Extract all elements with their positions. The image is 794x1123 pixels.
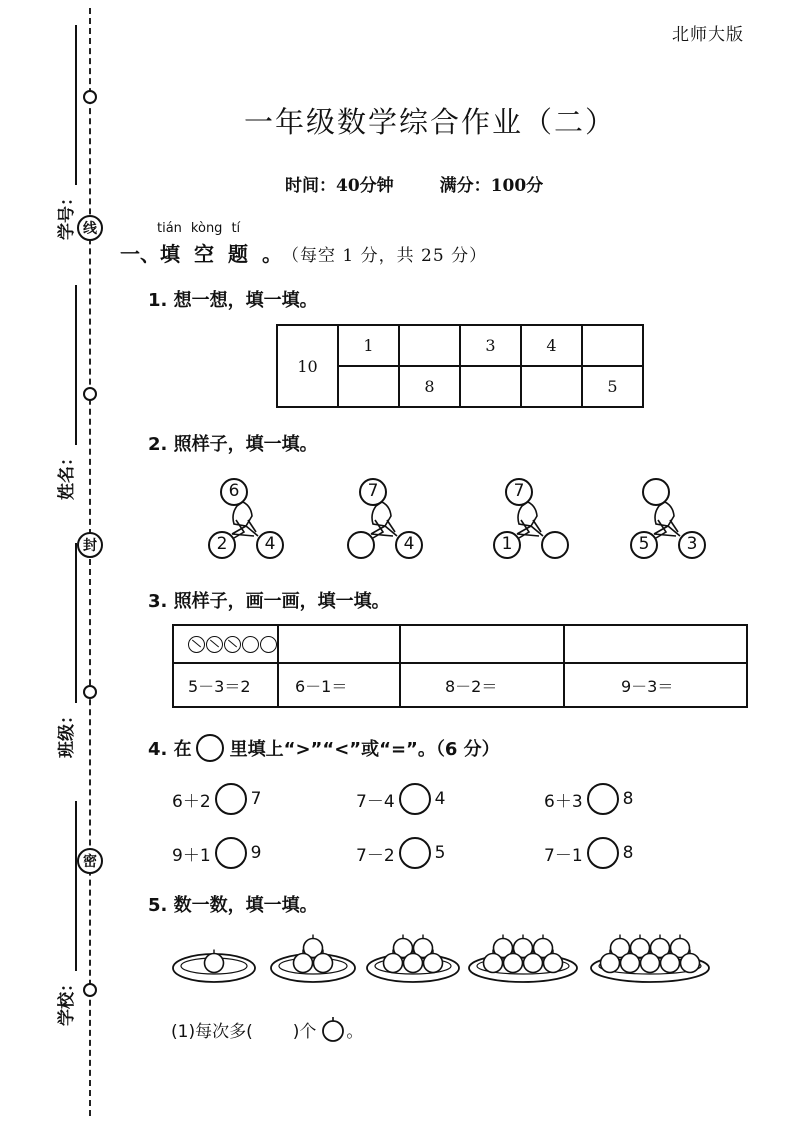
compare-right: 8 <box>622 789 634 809</box>
compare-answer-circle[interactable] <box>587 837 619 869</box>
bike-left-number: 2 <box>216 534 228 554</box>
school-blank[interactable] <box>59 801 77 971</box>
section-period: 。 <box>262 242 282 266</box>
bike-left-number: 1 <box>501 534 513 554</box>
class-blank[interactable] <box>59 543 77 703</box>
sub1-text-start: (1)每次多( <box>171 1021 253 1042</box>
binding-dashed-line <box>89 8 91 1116</box>
bottom-cell[interactable] <box>521 366 582 407</box>
question-3-label: 3. 照样子，画一画，填一填。 <box>148 591 390 612</box>
bike-top-number: 7 <box>367 481 379 501</box>
drawing-cell[interactable] <box>278 625 400 663</box>
student-name-blank[interactable] <box>59 285 77 445</box>
question-4-label <box>148 734 500 762</box>
sub1-text-period: 。 <box>346 1021 364 1042</box>
equation-cell: 5－3＝2 <box>173 663 278 707</box>
section-note: （每空 1 分，共 25 分） <box>282 246 488 266</box>
compare-right: 8 <box>622 843 634 863</box>
section-pinyin <box>157 221 240 236</box>
compare-right: 4 <box>434 789 446 809</box>
drawing-cell[interactable] <box>564 625 747 663</box>
compare-left: 9＋1 <box>172 845 211 866</box>
question-1-label: 1. 想一想，填一填。 <box>148 290 318 311</box>
student-name-label: 姓名： <box>57 449 77 500</box>
student-id-label: 学号： <box>57 189 77 240</box>
bike-diagram <box>208 472 288 562</box>
compare-left: 6＋3 <box>544 791 583 812</box>
sample-drawing-cell <box>173 625 278 663</box>
apple-plate <box>170 930 258 986</box>
circle-icon <box>242 636 259 653</box>
crossed-circle-icon <box>206 636 223 653</box>
bottom-cell[interactable] <box>338 366 399 407</box>
bottom-cell[interactable]: 5 <box>582 366 643 407</box>
bike-top-number: 7 <box>513 481 525 501</box>
compare-right: 7 <box>250 789 262 809</box>
compare-answer-circle[interactable] <box>399 837 431 869</box>
compare-left: 7－2 <box>356 845 395 866</box>
top-cell[interactable]: 3 <box>460 325 521 366</box>
number-split-table <box>276 324 644 408</box>
bottom-cell[interactable] <box>460 366 521 407</box>
seal-line: 线 <box>77 215 103 241</box>
drawing-cell[interactable] <box>400 625 564 663</box>
bike-diagram <box>347 472 427 562</box>
compare-item <box>356 837 445 869</box>
top-cell[interactable]: 4 <box>521 325 582 366</box>
page-title: 一年级数学综合作业（二） <box>243 105 616 139</box>
bike-right-number: 3 <box>686 534 698 554</box>
bike-diagram <box>630 472 710 562</box>
apple-icon <box>205 950 224 973</box>
top-cell[interactable] <box>399 325 460 366</box>
bike-right-number: 4 <box>403 534 415 554</box>
bike-top-number: 6 <box>228 481 240 501</box>
question-4-label-start: 4. 在 <box>148 739 192 760</box>
pinyin-ti: tí <box>231 221 241 236</box>
compare-left: 6＋2 <box>172 791 211 812</box>
edition-label: 北师大版 <box>672 25 744 45</box>
compare-answer-circle[interactable] <box>215 783 247 815</box>
pinyin-kong: kòng <box>190 221 223 236</box>
compare-answer-circle[interactable] <box>399 783 431 815</box>
seal-seal: 封 <box>77 532 103 558</box>
compare-item <box>544 837 633 869</box>
compare-left: 7－1 <box>544 845 583 866</box>
section-heading <box>120 238 487 267</box>
bike-right-number: 4 <box>264 534 276 554</box>
circle-icon <box>196 734 224 762</box>
equation-cell[interactable]: 6－1＝ <box>278 663 400 707</box>
apple-icon <box>320 1016 346 1042</box>
pinyin-tian: tián <box>157 221 182 236</box>
total-cell: 10 <box>277 325 338 407</box>
equation-cell[interactable]: 8－2＝ <box>400 663 564 707</box>
time-limit: 时间：40分钟 <box>285 176 394 196</box>
binding-hole <box>83 983 97 997</box>
section-prefix: 一、 <box>120 242 160 266</box>
seal-secret: 密 <box>77 848 103 874</box>
compare-right: 9 <box>250 843 262 863</box>
section-name: 填空题 <box>160 242 262 266</box>
compare-item <box>356 783 445 815</box>
compare-answer-circle[interactable] <box>587 783 619 815</box>
apple-plate <box>268 930 358 986</box>
crossed-circle-icon <box>188 636 205 653</box>
compare-item <box>172 783 261 815</box>
sample-circles <box>188 636 277 653</box>
binding-hole <box>83 387 97 401</box>
sub1-text-end: )个 <box>292 1021 317 1042</box>
apple-plate <box>466 930 580 986</box>
question-5-sub-1 <box>171 1016 363 1042</box>
compare-answer-circle[interactable] <box>215 837 247 869</box>
top-cell[interactable] <box>582 325 643 366</box>
compare-left: 7－4 <box>356 791 395 812</box>
class-label: 班级： <box>57 707 77 758</box>
full-score: 满分：100分 <box>439 176 544 196</box>
apple-plate <box>364 930 462 986</box>
crossed-circle-icon <box>224 636 241 653</box>
school-label: 学校： <box>57 975 77 1026</box>
draw-subtract-table <box>172 624 748 708</box>
compare-item <box>172 837 261 869</box>
apple-plate <box>588 930 712 986</box>
bike-left-number: 5 <box>638 534 650 554</box>
question-5-label: 5. 数一数，填一填。 <box>148 895 318 916</box>
binding-hole <box>83 685 97 699</box>
question-4-label-end: 里填上“>”“<”或“=”。（6 分） <box>229 739 500 760</box>
bike-diagram <box>493 472 573 562</box>
exam-meta <box>285 171 543 196</box>
bottom-cell[interactable]: 8 <box>399 366 460 407</box>
question-2-label: 2. 照样子，填一填。 <box>148 434 318 455</box>
compare-item <box>544 783 633 815</box>
compare-right: 5 <box>434 843 446 863</box>
top-cell[interactable]: 1 <box>338 325 399 366</box>
equation-cell[interactable]: 9－3＝ <box>564 663 747 707</box>
circle-icon <box>260 636 277 653</box>
